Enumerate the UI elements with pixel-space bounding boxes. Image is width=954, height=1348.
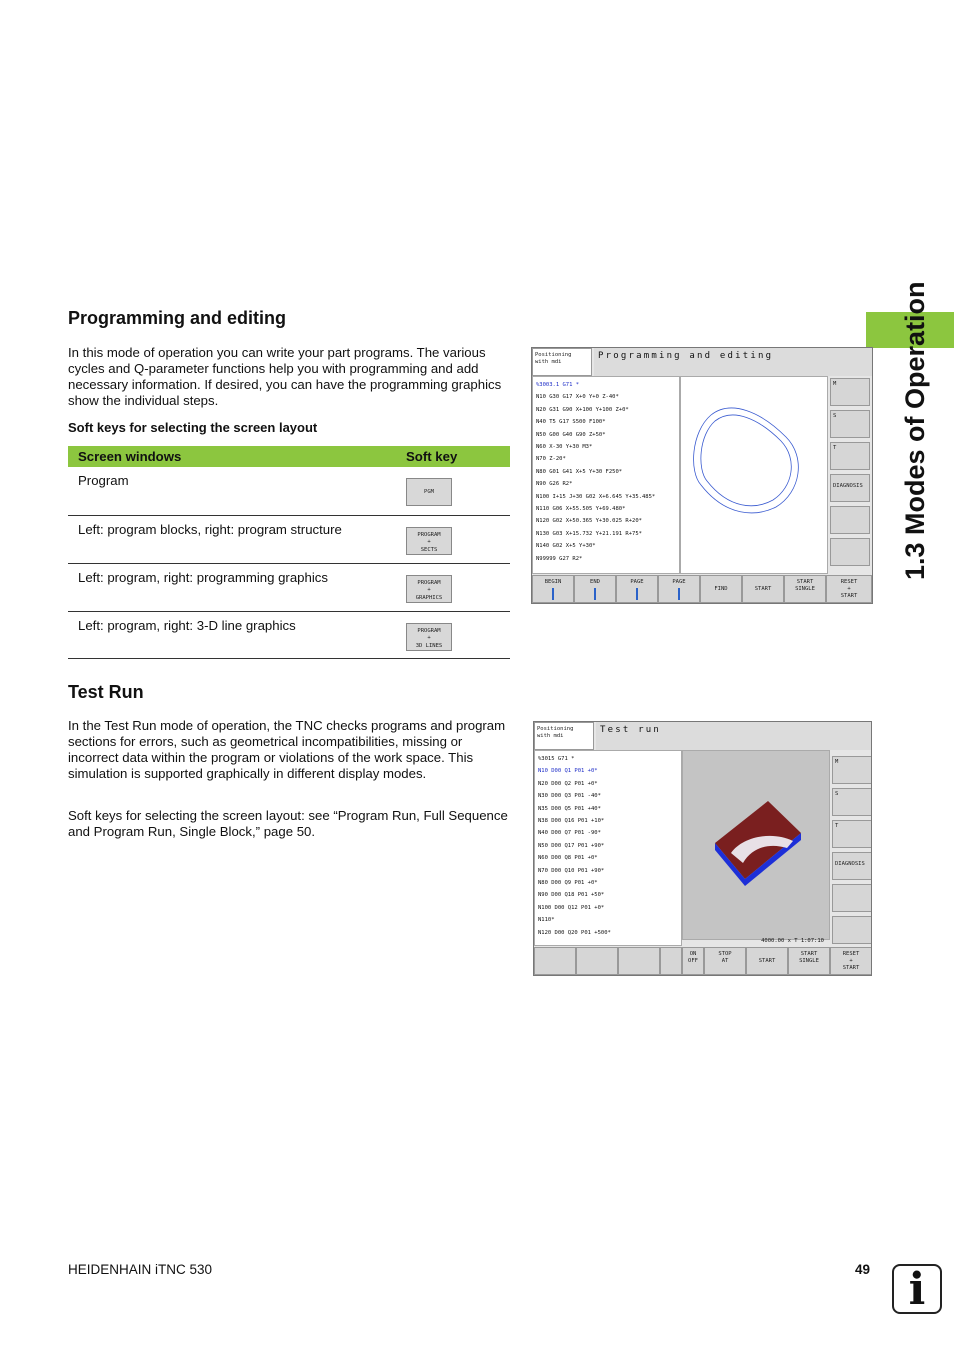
bottom-softkeys <box>534 947 871 975</box>
end-softkey[interactable]: END <box>574 575 616 603</box>
program-line: N60 X-30 Y+30 M3* <box>536 444 593 451</box>
program-line: N110 G06 X+55.505 Y+69.480* <box>536 506 626 513</box>
table-row <box>68 611 510 658</box>
arrow-up-icon <box>552 588 554 600</box>
right-softkeys <box>830 376 872 574</box>
start-single-softkey[interactable]: START SINGLE <box>788 947 830 975</box>
program-line: %3003.1 G71 * <box>536 382 580 388</box>
program-line: N110* <box>538 917 555 924</box>
view-plan-softkey[interactable] <box>534 947 576 975</box>
program-line: N80 G01 G41 X+5 Y+30 F250* <box>536 468 623 475</box>
softkey-table <box>68 446 510 659</box>
screen-title: Test run <box>596 722 871 750</box>
table-header-row <box>68 446 510 467</box>
page-number: 49 <box>855 1262 871 1277</box>
program-line: N30 D00 Q3 P01 -40* <box>538 793 601 800</box>
program-line: N120 D00 Q20 P01 +500* <box>538 929 611 936</box>
footer-product: HEIDENHAIN iTNC 530 <box>68 1262 213 1277</box>
program-line: N10 G30 G17 X+0 Y+0 Z-40* <box>536 394 619 401</box>
reset-start-softkey[interactable]: RESET + START <box>830 947 872 975</box>
program-line: N60 D00 Q8 P01 +0* <box>538 855 598 862</box>
start-softkey[interactable]: START <box>742 575 784 603</box>
programming-body: In this mode of operation you can write your part programs. The various cycles and Q-parameter functions help you with programming and add necessary information. If desired, you can have the programming graphics show the individual steps. <box>68 345 502 408</box>
view-projection-softkey[interactable] <box>576 947 618 975</box>
start-softkey[interactable]: START <box>746 947 788 975</box>
col-header: Soft key <box>396 446 510 467</box>
status-readout: 4000.00 x T 1:07:10 <box>761 938 824 944</box>
row-label: Left: program blocks, right: program structure <box>68 515 396 563</box>
program-line: N40 T5 G17 S500 F100* <box>536 419 606 426</box>
program-line: N99999 G27 R2* <box>536 555 583 562</box>
test-run-graphics <box>682 750 830 940</box>
page-up-softkey[interactable]: PAGE <box>616 575 658 603</box>
program-line: N20 G31 G90 X+100 Y+100 Z+0* <box>536 406 629 413</box>
pgm-softkey[interactable]: PGM <box>406 478 452 506</box>
stop-at-softkey[interactable]: STOP AT <box>704 947 746 975</box>
program-listing <box>534 750 682 946</box>
program-line: N130 G03 X+15.732 Y+21.191 R+75* <box>536 530 642 537</box>
m-softkey[interactable]: M <box>830 378 870 406</box>
program-line: N90 D00 Q18 P01 +50* <box>538 892 605 899</box>
chapter-title: 1.3 Modes of Operation <box>900 281 930 580</box>
section-heading-test-run: Test Run <box>68 682 144 702</box>
arrow-down-icon <box>678 588 680 600</box>
program-line: N35 D00 Q5 P01 +40* <box>538 805 601 812</box>
program-line: N100 D00 Q12 P01 +0* <box>538 904 605 911</box>
program-line: N90 G26 R2* <box>536 481 573 488</box>
row-label: Left: program, right: programming graphics <box>68 563 396 611</box>
program-line: N140 G02 X+5 Y+30* <box>536 543 596 550</box>
program-line: N80 D00 Q9 P01 +0* <box>538 880 598 887</box>
table-row <box>68 515 510 563</box>
program-line: N38 D00 Q16 P01 +10* <box>538 818 605 825</box>
zoom-softkey[interactable] <box>660 947 682 975</box>
table-row <box>68 467 510 515</box>
program-3d-lines-softkey[interactable]: PROGRAM + 3D LINES <box>406 623 452 651</box>
find-softkey[interactable]: FIND <box>700 575 742 603</box>
program-line: N70 Z-20* <box>536 456 566 463</box>
diagnosis-softkey[interactable]: DIAGNOSIS <box>832 852 872 880</box>
test-run-reference: Soft keys for selecting the screen layout: see “Program Run, Full Sequence and Program Run, Single Block,” page 50. <box>68 808 508 839</box>
program-line: %3015 G71 * <box>538 756 575 762</box>
contour-graphic <box>681 377 827 573</box>
softkey-table-caption: Soft keys for selecting the screen layout <box>68 420 318 435</box>
program-line: N20 D00 Q2 P01 +0* <box>538 780 598 787</box>
arrow-up-icon <box>636 588 638 600</box>
program-line: N70 D00 Q10 P01 +90* <box>538 867 605 874</box>
right-softkeys <box>832 750 872 948</box>
start-single-softkey[interactable]: START SINGLE <box>784 575 826 603</box>
screenshot-test-run <box>533 721 872 976</box>
info-icon: i <box>892 1264 942 1314</box>
screen-title: Programming and editing <box>594 348 872 376</box>
s-softkey[interactable]: S <box>832 788 872 816</box>
arrow-down-icon <box>594 588 596 600</box>
row-label: Program <box>68 467 396 515</box>
t-softkey[interactable]: T <box>832 820 872 848</box>
blank-softkey[interactable] <box>830 538 870 566</box>
blank-softkey[interactable] <box>832 884 872 912</box>
program-line: N40 D00 Q7 P01 -90* <box>538 830 601 837</box>
program-line: N120 G02 X+50.365 Y+30.025 R+20* <box>536 518 642 525</box>
begin-softkey[interactable]: BEGIN <box>532 575 574 603</box>
program-sects-softkey[interactable]: PROGRAM + SECTS <box>406 527 452 555</box>
program-line: N50 D00 Q17 P01 +90* <box>538 842 605 849</box>
bottom-softkeys <box>532 575 872 603</box>
mode-indicator: Positioning with mdi <box>532 348 592 376</box>
table-row <box>68 563 510 611</box>
view-3d-softkey[interactable] <box>618 947 660 975</box>
mode-indicator: Positioning with mdi <box>534 722 594 750</box>
t-softkey[interactable]: T <box>830 442 870 470</box>
on-off-softkey[interactable]: ON OFF <box>682 947 704 975</box>
program-line: N50 G00 G40 G90 Z+50* <box>536 431 606 438</box>
col-header: Screen windows <box>68 446 396 467</box>
workpiece-3d-graphic <box>683 751 829 939</box>
s-softkey[interactable]: S <box>830 410 870 438</box>
blank-softkey[interactable] <box>830 506 870 534</box>
program-graphics-softkey[interactable]: PROGRAM + GRAPHICS <box>406 575 452 603</box>
section-heading-programming: Programming and editing <box>68 308 287 328</box>
programming-graphics <box>680 376 828 574</box>
blank-softkey[interactable] <box>832 916 872 944</box>
reset-start-softkey[interactable]: RESET + START <box>826 575 872 603</box>
test-run-body: In the Test Run mode of operation, the TNC checks programs and program sections for errors, such as geometrical incompatibilities, missing or incorrect data within the program or violations of the work space. This simulation is supported graphically in different display modes. <box>68 718 506 781</box>
program-line: N10 D00 Q1 P01 +0* <box>538 768 598 775</box>
program-line: N100 I+15 J+30 G02 X+6.645 Y+35.485* <box>536 493 656 500</box>
page-down-softkey[interactable]: PAGE <box>658 575 700 603</box>
row-label: Left: program, right: 3-D line graphics <box>68 611 396 658</box>
program-listing <box>532 376 680 574</box>
screenshot-programming-editing <box>531 347 873 604</box>
diagnosis-softkey[interactable]: DIAGNOSIS <box>830 474 870 502</box>
m-softkey[interactable]: M <box>832 756 872 784</box>
